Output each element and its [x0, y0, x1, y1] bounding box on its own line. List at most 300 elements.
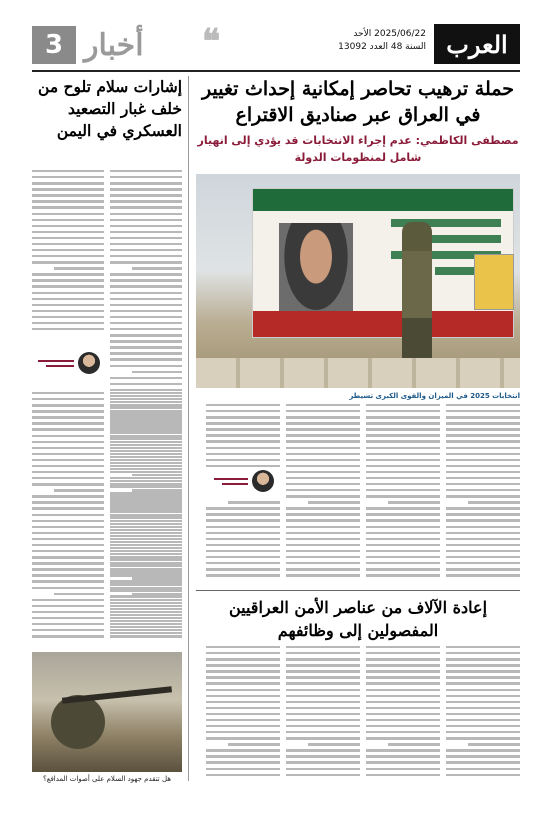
main-story-body-col-4: [206, 404, 280, 580]
main-story-headline[interactable]: حملة ترهيب تحاصر إمكانية إحداث تغيير في العراق عبر صناديق الاقتراع: [202, 78, 514, 126]
text-line: [446, 440, 520, 442]
text-line: [308, 501, 360, 503]
text-line: [206, 676, 280, 678]
text-line: [446, 670, 520, 672]
text-line: [446, 737, 520, 739]
text-line: [206, 532, 280, 534]
text-line: [32, 623, 104, 625]
text-line: [366, 761, 440, 763]
text-line: [206, 725, 280, 727]
text-line: [446, 410, 520, 412]
text-line: [366, 495, 440, 497]
text-line: [366, 513, 440, 515]
text-line: [32, 459, 104, 461]
text-line: [32, 471, 104, 473]
text-line: [446, 550, 520, 552]
text-line: [366, 410, 440, 412]
text-line: [206, 453, 280, 455]
text-line: [366, 483, 440, 485]
text-line: [32, 617, 104, 619]
text-line: [286, 556, 360, 558]
text-line: [110, 605, 182, 607]
text-line: [32, 416, 104, 418]
text-line: [366, 682, 440, 684]
text-line: [110, 483, 182, 485]
text-line: [206, 682, 280, 684]
text-line: [286, 713, 360, 715]
text-line: [446, 483, 520, 485]
text-line: [206, 670, 280, 672]
text-line: [32, 200, 104, 202]
text-line: [286, 658, 360, 660]
text-line: [32, 599, 104, 601]
text-line: [366, 519, 440, 521]
text-line: [32, 392, 104, 394]
text-line: [366, 434, 440, 436]
text-line: [206, 658, 280, 660]
story-divider: [196, 590, 520, 591]
side-story-headline[interactable]: إشارات سلام تلوح من خلف غبار التصعيد العسكري في اليمن: [38, 77, 182, 140]
text-line: [32, 501, 104, 503]
text-line: [110, 358, 182, 360]
text-line: [308, 743, 360, 745]
text-line: [446, 676, 520, 678]
text-line: [32, 538, 104, 540]
text-line: [228, 743, 280, 745]
text-line: [132, 267, 182, 269]
text-line: [366, 676, 440, 678]
text-line: [366, 652, 440, 654]
text-line: [366, 538, 440, 540]
text-line: [446, 489, 520, 491]
text-line: [32, 477, 104, 479]
author-avatar: [78, 352, 100, 374]
text-line: [32, 422, 104, 424]
text-line: [110, 298, 182, 300]
text-line: [110, 477, 182, 479]
text-line: [206, 459, 280, 461]
text-line: [32, 316, 104, 318]
text-line: [32, 587, 104, 589]
text-line: [32, 580, 104, 582]
text-line: [110, 422, 182, 424]
text-line: [446, 755, 520, 757]
text-line: [32, 328, 104, 330]
text-line: [206, 562, 280, 564]
newspaper-logo: العرب: [434, 24, 520, 64]
text-line: [110, 219, 182, 221]
author-avatar: [252, 470, 274, 492]
text-line: [110, 568, 182, 570]
text-line: [110, 304, 182, 306]
text-line: [32, 213, 104, 215]
text-line: [32, 514, 104, 516]
text-line: [366, 689, 440, 691]
text-line: [286, 465, 360, 467]
text-line: [446, 495, 520, 497]
second-story-body-col-2: [366, 646, 440, 780]
text-line: [132, 371, 182, 373]
issue-line: السنة 48 العدد 13092: [338, 42, 426, 52]
text-line: [286, 422, 360, 424]
text-line: [32, 465, 104, 467]
text-line: [446, 695, 520, 697]
text-line: [110, 328, 182, 330]
text-line: [110, 398, 182, 400]
text-line: [206, 646, 280, 648]
text-line: [206, 550, 280, 552]
text-line: [366, 440, 440, 442]
text-line: [110, 334, 182, 336]
text-line: [206, 519, 280, 521]
text-line: [32, 243, 104, 245]
text-line: [110, 459, 182, 461]
text-line: [366, 465, 440, 467]
text-line: [110, 544, 182, 546]
text-line: [286, 695, 360, 697]
text-line: [110, 514, 182, 516]
text-line: [286, 568, 360, 570]
column-divider: [188, 76, 189, 781]
text-line: [446, 664, 520, 666]
text-line: [110, 352, 182, 354]
text-line: [446, 422, 520, 424]
text-line: [446, 513, 520, 515]
text-line: [366, 695, 440, 697]
text-line: [110, 538, 182, 540]
text-line: [366, 471, 440, 473]
side-story-body-3: [32, 392, 104, 641]
text-line: [110, 200, 182, 202]
text-line: [206, 574, 280, 576]
text-line: [32, 526, 104, 528]
text-line: [32, 273, 104, 275]
text-line: [206, 538, 280, 540]
text-line: [366, 562, 440, 564]
text-line: [366, 507, 440, 509]
text-line: [32, 285, 104, 287]
text-line: [206, 544, 280, 546]
side-story-body-4: [110, 392, 182, 641]
text-line: [110, 285, 182, 287]
text-line: [366, 731, 440, 733]
text-line: [110, 526, 182, 528]
text-line: [110, 556, 182, 558]
text-line: [110, 441, 182, 443]
text-line: [446, 447, 520, 449]
text-line: [286, 447, 360, 449]
text-line: [110, 495, 182, 497]
text-line: [206, 410, 280, 412]
text-line: [206, 737, 280, 739]
text-line: [110, 392, 182, 394]
text-line: [32, 441, 104, 443]
text-line: [110, 243, 182, 245]
text-line: [446, 544, 520, 546]
text-line: [366, 550, 440, 552]
second-story-body-col-4: [206, 646, 280, 780]
text-line: [366, 453, 440, 455]
text-line: [110, 237, 182, 239]
text-line: [32, 249, 104, 251]
text-line: [110, 389, 182, 391]
text-line: [110, 520, 182, 522]
text-line: [110, 623, 182, 625]
text-line: [366, 755, 440, 757]
text-line: [286, 550, 360, 552]
text-line: [366, 719, 440, 721]
text-line: [446, 749, 520, 751]
text-line: [206, 422, 280, 424]
text-line: [206, 707, 280, 709]
text-line: [286, 701, 360, 703]
text-line: [286, 519, 360, 521]
text-line: [286, 574, 360, 576]
text-line: [446, 658, 520, 660]
text-line: [110, 231, 182, 233]
text-line: [32, 255, 104, 257]
text-line: [286, 737, 360, 739]
text-line: [286, 477, 360, 479]
text-line: [110, 562, 182, 564]
text-line: [110, 206, 182, 208]
text-line: [32, 568, 104, 570]
text-line: [286, 434, 360, 436]
text-line: [206, 713, 280, 715]
text-line: [32, 398, 104, 400]
text-line: [110, 279, 182, 281]
text-line: [446, 459, 520, 461]
text-line: [110, 532, 182, 534]
main-story-photo-caption: انتخابات 2025 في الميزان والقوى الكبرى تسيطر: [349, 392, 520, 400]
text-line: [468, 743, 520, 745]
text-line: [446, 731, 520, 733]
text-line: [206, 434, 280, 436]
text-line: [32, 279, 104, 281]
text-line: [32, 322, 104, 324]
text-line: [366, 701, 440, 703]
text-line: [286, 489, 360, 491]
text-line: [132, 593, 182, 595]
text-line: [366, 416, 440, 418]
text-line: [206, 731, 280, 733]
text-line: [366, 544, 440, 546]
text-line: [110, 188, 182, 190]
text-line: [286, 562, 360, 564]
text-line: [286, 731, 360, 733]
text-line: [110, 255, 182, 257]
text-line: [110, 471, 182, 473]
second-story-headline[interactable]: إعادة الآلاف من عناصر الأمن العراقيين المفصولين إلى وظائفهم: [228, 598, 488, 640]
text-line: [286, 538, 360, 540]
text-line: [32, 292, 104, 294]
text-line: [110, 629, 182, 631]
text-line: [110, 292, 182, 294]
text-line: [32, 428, 104, 430]
text-line: [388, 501, 440, 503]
text-line: [446, 689, 520, 691]
text-line: [32, 550, 104, 552]
text-line: [32, 532, 104, 534]
text-line: [206, 701, 280, 703]
text-line: [286, 428, 360, 430]
text-line: [286, 513, 360, 515]
main-story-body-col-2: [366, 404, 440, 580]
text-line: [286, 646, 360, 648]
text-line: [110, 194, 182, 196]
text-line: [286, 676, 360, 678]
text-line: [110, 273, 182, 275]
text-line: [206, 749, 280, 751]
text-line: [446, 774, 520, 776]
text-line: [446, 707, 520, 709]
text-line: [446, 574, 520, 576]
text-line: [366, 422, 440, 424]
text-line: [110, 580, 182, 582]
text-line: [366, 477, 440, 479]
text-line: [206, 428, 280, 430]
text-line: [286, 532, 360, 534]
text-line: [110, 635, 182, 637]
text-line: [32, 194, 104, 196]
text-line: [110, 316, 182, 318]
text-line: [446, 719, 520, 721]
text-line: [110, 261, 182, 263]
side-story-photo-caption: هل تتقدم جهود السلام على أصوات المدافع؟: [43, 775, 171, 783]
text-line: [366, 707, 440, 709]
text-line: [286, 761, 360, 763]
text-line: [286, 410, 360, 412]
text-line: [32, 182, 104, 184]
text-line: [446, 568, 520, 570]
text-line: [110, 340, 182, 342]
text-line: [286, 707, 360, 709]
text-line: [110, 574, 182, 576]
text-line: [110, 611, 182, 613]
side-story-body: [32, 170, 104, 334]
text-line: [32, 219, 104, 221]
text-line: [54, 593, 104, 595]
text-line: [286, 404, 360, 406]
text-line: [446, 768, 520, 770]
text-line: [32, 188, 104, 190]
date-line: 2025/06/22 الأحد: [353, 29, 426, 39]
text-line: [32, 435, 104, 437]
text-line: [366, 774, 440, 776]
second-story-body-col-1: [446, 646, 520, 780]
text-line: [206, 513, 280, 515]
text-line: [32, 404, 104, 406]
text-line: [286, 682, 360, 684]
text-line: [228, 501, 280, 503]
text-line: [32, 629, 104, 631]
small-poster: [474, 254, 514, 310]
text-line: [110, 410, 182, 412]
text-line: [446, 477, 520, 479]
text-line: [286, 495, 360, 497]
text-line: [110, 176, 182, 178]
text-line: [206, 695, 280, 697]
text-line: [110, 377, 182, 379]
text-line: [446, 713, 520, 715]
text-line: [286, 544, 360, 546]
text-line: [366, 725, 440, 727]
text-line: [286, 459, 360, 461]
masthead-rule: [32, 70, 520, 72]
text-line: [446, 562, 520, 564]
text-line: [286, 453, 360, 455]
text-line: [206, 761, 280, 763]
text-line: [468, 501, 520, 503]
text-line: [446, 434, 520, 436]
text-line: [32, 556, 104, 558]
text-line: [366, 768, 440, 770]
text-line: [206, 404, 280, 406]
text-line: [110, 404, 182, 406]
text-line: [366, 428, 440, 430]
text-line: [366, 670, 440, 672]
text-line: [206, 416, 280, 418]
text-line: [206, 664, 280, 666]
text-line: [366, 459, 440, 461]
text-line: [366, 646, 440, 648]
text-line: [206, 755, 280, 757]
main-story-photo: [196, 174, 520, 388]
text-line: [110, 416, 182, 418]
text-line: [366, 568, 440, 570]
text-line: [32, 520, 104, 522]
text-line: [366, 526, 440, 528]
text-line: [286, 471, 360, 473]
text-line: [366, 737, 440, 739]
text-line: [110, 310, 182, 312]
text-line: [32, 574, 104, 576]
text-line: [388, 743, 440, 745]
text-line: [110, 322, 182, 324]
masthead: [32, 22, 520, 68]
text-line: [446, 404, 520, 406]
text-line: [110, 249, 182, 251]
concrete-barrier: [196, 358, 520, 388]
text-line: [110, 447, 182, 449]
text-line: [286, 664, 360, 666]
text-line: [32, 170, 104, 172]
text-line: [366, 404, 440, 406]
text-line: [110, 428, 182, 430]
text-line: [446, 526, 520, 528]
text-line: [366, 664, 440, 666]
text-line: [446, 725, 520, 727]
text-line: [32, 483, 104, 485]
main-story-body-col-3: [286, 404, 360, 580]
text-line: [206, 447, 280, 449]
text-line: [446, 428, 520, 430]
text-line: [32, 605, 104, 607]
text-line: [110, 587, 182, 589]
text-line: [286, 526, 360, 528]
text-line: [366, 489, 440, 491]
text-line: [206, 465, 280, 467]
text-line: [206, 768, 280, 770]
text-line: [366, 658, 440, 660]
text-line: [286, 483, 360, 485]
quote-icon: ❝: [202, 22, 221, 62]
text-line: [366, 447, 440, 449]
text-line: [32, 206, 104, 208]
text-line: [446, 532, 520, 534]
text-line: [54, 489, 104, 491]
text-line: [366, 749, 440, 751]
